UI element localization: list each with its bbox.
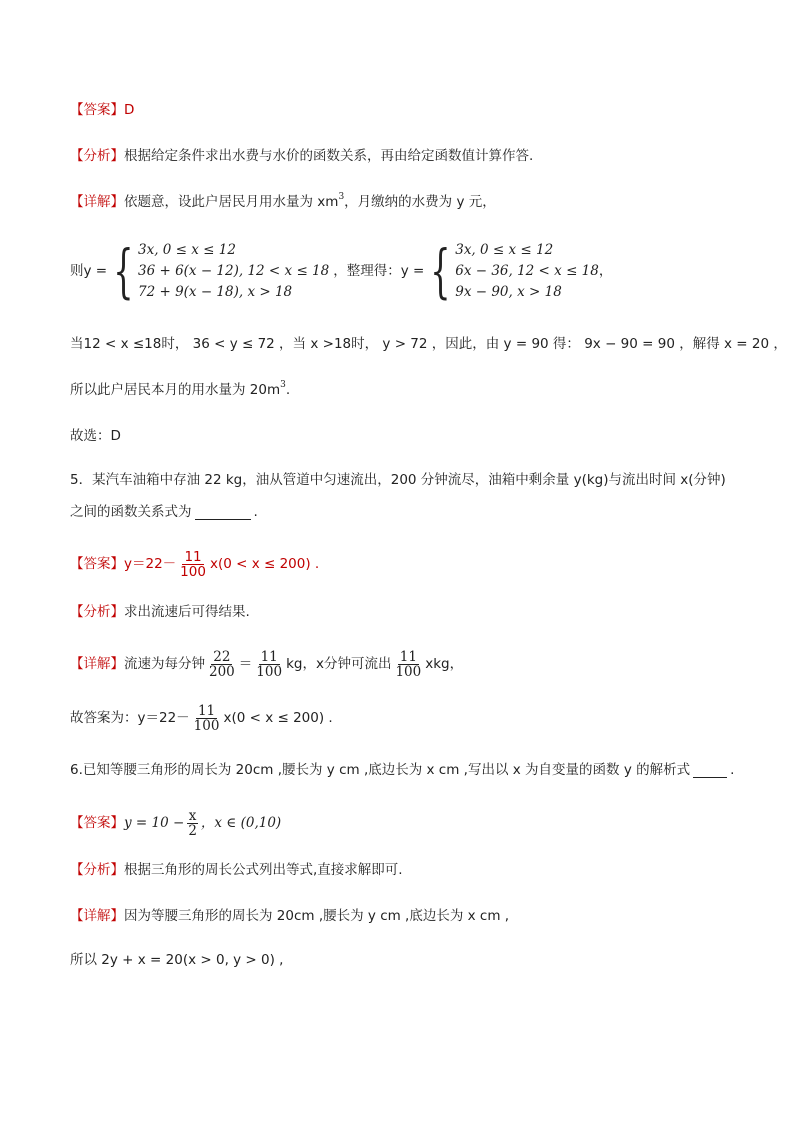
piece-prefix: 则y = xyxy=(70,263,108,279)
q6-stem-line xyxy=(70,760,734,780)
analysis-text: 根据三角形的周长公式列出等式,直接求解即可. xyxy=(124,862,403,878)
answer-pre: y＝22－ xyxy=(124,556,177,572)
frac-denominator: 2 xyxy=(188,822,197,839)
left-brace: { xyxy=(113,237,134,305)
so-sup: 3 xyxy=(280,380,286,390)
detail-sup: 3 xyxy=(338,192,345,202)
q6-answer-line xyxy=(70,806,281,840)
answer-post: ，x ∈ (0,10) xyxy=(200,815,282,831)
detail-text: 依题意，设此户居民月用水量为 xm xyxy=(124,194,339,210)
detail-tag: 【详解】 xyxy=(70,656,124,672)
piece-cases-a xyxy=(138,240,329,303)
q5-stem-1: 5．某汽车油箱中存油 22 kg，油从管道中匀速流出，200 分钟流尽，油箱中剩余量 y(kg)与流出时间 x(分钟) xyxy=(70,472,726,488)
frac-numerator: 11 xyxy=(197,702,216,719)
detail-end: xkg， xyxy=(425,656,464,672)
q5-stem-2: 之间的函数关系式为 xyxy=(70,504,192,520)
q6-last-line xyxy=(70,950,283,970)
answer-blank xyxy=(693,763,727,778)
analysis-tag: 【分析】 xyxy=(70,148,124,164)
frac-denominator: 100 xyxy=(193,717,220,734)
detail-tag: 【详解】 xyxy=(70,908,124,924)
analysis-text: 求出流速后可得结果. xyxy=(124,604,250,620)
fraction xyxy=(254,650,284,679)
frac-denominator: 100 xyxy=(180,563,206,580)
answer-blank xyxy=(195,505,251,520)
final-post: x(0 < x ≤ 200) . xyxy=(223,710,333,726)
fraction xyxy=(207,650,237,679)
when-text: 当12 < x ≤18时， 36 < y ≤ 72 ，当 x >18时， y > 72 ，因此，由 y = 90 得： 9x − 90 = 90 ，解得 x = 20 ， xyxy=(70,336,787,352)
q6-analysis-line xyxy=(70,860,403,880)
case-row: 6x − 36, 12 < x ≤ 18 xyxy=(455,262,599,279)
frac-denominator: 200 xyxy=(209,663,235,680)
last-text: 所以 2y + x = 20(x > 0, y > 0) , xyxy=(70,952,284,968)
frac-numerator: x xyxy=(188,807,197,824)
q4-analysis-line xyxy=(70,146,533,166)
final-pre: 故答案为：y＝22－ xyxy=(70,710,190,726)
q5-analysis-line xyxy=(70,602,250,622)
detail-mid: kg，x分钟可流出 xyxy=(286,656,392,672)
left-brace: { xyxy=(430,237,451,305)
detail-text: 因为等腰三角形的周长为 20cm ,腰长为 y cm ,底边长为 x cm , xyxy=(124,908,510,924)
q5-detail-line xyxy=(70,648,463,680)
q5-stem-2-end: . xyxy=(253,504,258,520)
answer-value: D xyxy=(124,102,135,118)
answer-fraction xyxy=(178,550,208,579)
frac-numerator: 11 xyxy=(184,548,202,565)
answer-post: x(0 < x ≤ 200) . xyxy=(209,556,320,572)
analysis-text: 根据给定条件求出水费与水价的函数关系，再由给定函数值计算作答. xyxy=(124,148,534,164)
analysis-tag: 【分析】 xyxy=(70,862,124,878)
case-row: 72 + 9(x − 18), x > 18 xyxy=(138,283,293,300)
so-tail: . xyxy=(285,382,291,398)
piece-end: ， xyxy=(598,263,613,279)
answer-pre: y = 10 − xyxy=(124,815,185,831)
q6-stem: 6.已知等腰三角形的周长为 20cm ,腰长为 y cm ,底边长为 x cm ,写出以 x 为自变量的函数 y 的解析式 xyxy=(70,762,691,778)
q4-detail-line xyxy=(70,192,496,212)
answer-tag: 【答案】 xyxy=(70,556,124,572)
fraction xyxy=(393,650,423,679)
q4-so-line xyxy=(70,380,290,400)
case-row: 3x, 0 ≤ x ≤ 12 xyxy=(455,241,554,258)
equals: ＝ xyxy=(238,656,253,672)
q5-stem-line-1 xyxy=(70,470,726,490)
piece-cases-b xyxy=(455,240,599,303)
case-row: 36 + 6(x − 12), 12 < x ≤ 18 xyxy=(138,262,330,279)
frac-denominator: 100 xyxy=(395,663,422,680)
answer-tag: 【答案】 xyxy=(70,102,124,118)
q4-choose-line xyxy=(70,426,121,446)
detail-pre: 流速为每分钟 xyxy=(124,656,205,672)
frac-denominator: 100 xyxy=(256,663,283,680)
case-row: 9x − 90, x > 18 xyxy=(455,283,562,300)
q5-answer-line xyxy=(70,548,319,580)
q4-piecewise xyxy=(70,238,612,304)
answer-tag: 【答案】 xyxy=(70,815,124,831)
case-row: 3x, 0 ≤ x ≤ 12 xyxy=(138,241,236,258)
frac-numerator: 11 xyxy=(260,648,278,665)
q6-detail-line xyxy=(70,906,509,926)
frac-numerator: 11 xyxy=(399,648,417,665)
q5-stem-line-2 xyxy=(70,502,258,522)
frac-numerator: 22 xyxy=(213,648,231,665)
q4-when-line xyxy=(70,334,787,354)
answer-fraction xyxy=(186,809,199,838)
piece-mid: ，整理得：y = xyxy=(333,263,425,279)
fraction xyxy=(192,704,222,733)
choose-text: 故选：D xyxy=(70,428,121,444)
detail-tail: ，月缴纳的水费为 y 元， xyxy=(344,194,496,210)
analysis-tag: 【分析】 xyxy=(70,604,124,620)
so-text: 所以此户居民本月的用水量为 20m xyxy=(70,382,281,398)
q4-answer-line xyxy=(70,100,134,120)
q5-final-line xyxy=(70,702,333,734)
detail-tag: 【详解】 xyxy=(70,194,124,210)
q6-stem-end: . xyxy=(730,762,735,778)
